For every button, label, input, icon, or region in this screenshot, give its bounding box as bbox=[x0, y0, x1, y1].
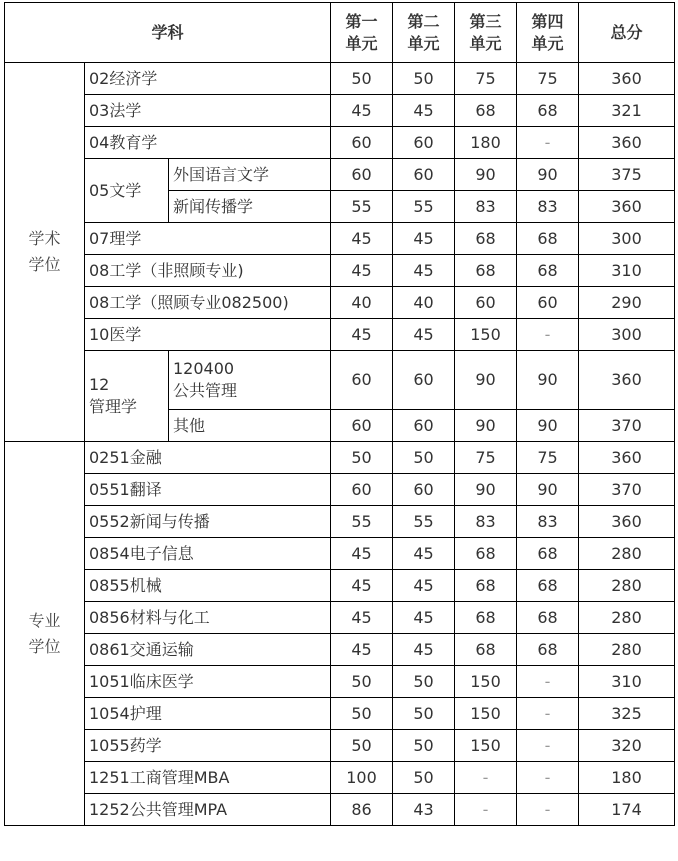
subject-name: 0854电子信息 bbox=[85, 538, 331, 570]
score-total: 370 bbox=[579, 474, 675, 506]
score-u4: - bbox=[517, 762, 579, 794]
score-u1: 60 bbox=[331, 159, 393, 191]
score-total: 310 bbox=[579, 255, 675, 287]
score-total: 360 bbox=[579, 442, 675, 474]
table-row bbox=[5, 698, 675, 730]
score-u3: 150 bbox=[455, 730, 517, 762]
score-u4: - bbox=[517, 319, 579, 351]
score-u3: 83 bbox=[455, 191, 517, 223]
score-u2: 60 bbox=[393, 159, 455, 191]
table-row bbox=[5, 319, 675, 351]
score-u4: - bbox=[517, 698, 579, 730]
score-u4: - bbox=[517, 794, 579, 826]
score-u3: 75 bbox=[455, 63, 517, 95]
score-u1: 45 bbox=[331, 570, 393, 602]
score-u1: 45 bbox=[331, 634, 393, 666]
score-u2: 45 bbox=[393, 255, 455, 287]
header-row bbox=[5, 3, 675, 63]
score-total: 360 bbox=[579, 506, 675, 538]
score-total: 290 bbox=[579, 287, 675, 319]
score-u3: - bbox=[455, 762, 517, 794]
score-total: 180 bbox=[579, 762, 675, 794]
table-row bbox=[5, 538, 675, 570]
subject-name: 07理学 bbox=[85, 223, 331, 255]
header-unit4: 第四 单元 bbox=[517, 3, 579, 63]
score-u3: 150 bbox=[455, 319, 517, 351]
score-u4: 68 bbox=[517, 255, 579, 287]
score-u1: 50 bbox=[331, 666, 393, 698]
score-u1: 45 bbox=[331, 319, 393, 351]
score-table bbox=[4, 2, 675, 826]
score-u2: 45 bbox=[393, 95, 455, 127]
table-row bbox=[5, 634, 675, 666]
score-u4: 68 bbox=[517, 602, 579, 634]
score-u4: - bbox=[517, 127, 579, 159]
score-u2: 45 bbox=[393, 570, 455, 602]
subject-name: 1252公共管理MPA bbox=[85, 794, 331, 826]
group-professional: 专业 学位 bbox=[5, 442, 85, 826]
score-u3: 150 bbox=[455, 666, 517, 698]
table-row bbox=[5, 666, 675, 698]
header-unit2: 第二 单元 bbox=[393, 3, 455, 63]
group-academic: 学术 学位 bbox=[5, 63, 85, 442]
score-u1: 50 bbox=[331, 730, 393, 762]
subject-name: 0251金融 bbox=[85, 442, 331, 474]
score-total: 360 bbox=[579, 127, 675, 159]
score-u3: 68 bbox=[455, 634, 517, 666]
header-unit1: 第一 单元 bbox=[331, 3, 393, 63]
table-row bbox=[5, 127, 675, 159]
score-u2: 50 bbox=[393, 442, 455, 474]
subject-name: 0856材料与化工 bbox=[85, 602, 331, 634]
table-row bbox=[5, 351, 675, 410]
table-row bbox=[5, 474, 675, 506]
score-u4: 90 bbox=[517, 410, 579, 442]
score-u2: 55 bbox=[393, 191, 455, 223]
score-u1: 45 bbox=[331, 538, 393, 570]
score-u3: 68 bbox=[455, 538, 517, 570]
subject-name: 0552新闻与传播 bbox=[85, 506, 331, 538]
subject-name: 0551翻译 bbox=[85, 474, 331, 506]
score-u2: 45 bbox=[393, 634, 455, 666]
table-row bbox=[5, 223, 675, 255]
score-u4: 75 bbox=[517, 63, 579, 95]
header-total: 总分 bbox=[579, 3, 675, 63]
score-total: 320 bbox=[579, 730, 675, 762]
score-total: 174 bbox=[579, 794, 675, 826]
score-total: 300 bbox=[579, 223, 675, 255]
score-u1: 100 bbox=[331, 762, 393, 794]
score-total: 360 bbox=[579, 191, 675, 223]
score-u4: 68 bbox=[517, 634, 579, 666]
score-total: 280 bbox=[579, 602, 675, 634]
table-row bbox=[5, 63, 675, 95]
score-u3: 68 bbox=[455, 95, 517, 127]
score-u4: 68 bbox=[517, 95, 579, 127]
sub-subject-name: 120400 公共管理 bbox=[169, 351, 331, 410]
table-row bbox=[5, 762, 675, 794]
score-total: 280 bbox=[579, 538, 675, 570]
score-u2: 50 bbox=[393, 730, 455, 762]
score-u3: 90 bbox=[455, 474, 517, 506]
score-u2: 40 bbox=[393, 287, 455, 319]
score-u4: 83 bbox=[517, 191, 579, 223]
score-u4: 90 bbox=[517, 351, 579, 410]
subject-name: 04教育学 bbox=[85, 127, 331, 159]
table-row bbox=[5, 506, 675, 538]
score-u1: 86 bbox=[331, 794, 393, 826]
table-row bbox=[5, 95, 675, 127]
score-u1: 50 bbox=[331, 63, 393, 95]
table-row bbox=[5, 602, 675, 634]
table-row bbox=[5, 794, 675, 826]
score-u2: 45 bbox=[393, 602, 455, 634]
score-total: 280 bbox=[579, 634, 675, 666]
score-u3: 83 bbox=[455, 506, 517, 538]
table-row bbox=[5, 159, 675, 191]
score-total: 360 bbox=[579, 63, 675, 95]
header-unit3: 第三 单元 bbox=[455, 3, 517, 63]
score-u4: 90 bbox=[517, 159, 579, 191]
score-total: 375 bbox=[579, 159, 675, 191]
score-u3: 68 bbox=[455, 602, 517, 634]
subject-name: 10医学 bbox=[85, 319, 331, 351]
score-total: 310 bbox=[579, 666, 675, 698]
score-u3: 180 bbox=[455, 127, 517, 159]
table-row bbox=[5, 287, 675, 319]
score-u4: 68 bbox=[517, 538, 579, 570]
subject-name: 1055药学 bbox=[85, 730, 331, 762]
score-u4: 90 bbox=[517, 474, 579, 506]
subject-name: 1051临床医学 bbox=[85, 666, 331, 698]
score-u4: - bbox=[517, 730, 579, 762]
score-u1: 45 bbox=[331, 223, 393, 255]
score-u1: 55 bbox=[331, 506, 393, 538]
table-row bbox=[5, 442, 675, 474]
score-u1: 60 bbox=[331, 410, 393, 442]
score-total: 280 bbox=[579, 570, 675, 602]
score-u3: 90 bbox=[455, 410, 517, 442]
score-total: 300 bbox=[579, 319, 675, 351]
table-row bbox=[5, 570, 675, 602]
score-u2: 60 bbox=[393, 410, 455, 442]
subject-name: 08工学（非照顾专业) bbox=[85, 255, 331, 287]
score-u4: 83 bbox=[517, 506, 579, 538]
score-u2: 50 bbox=[393, 666, 455, 698]
score-u4: 60 bbox=[517, 287, 579, 319]
subject-name: 0861交通运输 bbox=[85, 634, 331, 666]
score-total: 321 bbox=[579, 95, 675, 127]
score-u3: 60 bbox=[455, 287, 517, 319]
score-u4: 68 bbox=[517, 223, 579, 255]
score-u3: 90 bbox=[455, 351, 517, 410]
score-total: 360 bbox=[579, 351, 675, 410]
score-u1: 40 bbox=[331, 287, 393, 319]
header-subject: 学科 bbox=[5, 3, 331, 63]
score-total: 370 bbox=[579, 410, 675, 442]
score-u1: 60 bbox=[331, 351, 393, 410]
score-u2: 45 bbox=[393, 223, 455, 255]
score-u1: 55 bbox=[331, 191, 393, 223]
subject-name: 1054护理 bbox=[85, 698, 331, 730]
score-u1: 45 bbox=[331, 255, 393, 287]
subject-name: 02经济学 bbox=[85, 63, 331, 95]
subject-name: 05文学 bbox=[85, 159, 169, 223]
sub-subject-name: 外国语言文学 bbox=[169, 159, 331, 191]
score-u3: 68 bbox=[455, 570, 517, 602]
score-u1: 45 bbox=[331, 95, 393, 127]
score-u1: 60 bbox=[331, 474, 393, 506]
score-u2: 43 bbox=[393, 794, 455, 826]
score-u3: 75 bbox=[455, 442, 517, 474]
score-u2: 55 bbox=[393, 506, 455, 538]
score-u2: 50 bbox=[393, 63, 455, 95]
sub-subject-name: 新闻传播学 bbox=[169, 191, 331, 223]
score-u2: 60 bbox=[393, 127, 455, 159]
score-u2: 45 bbox=[393, 319, 455, 351]
score-u3: - bbox=[455, 794, 517, 826]
subject-name: 08工学（照顾专业082500) bbox=[85, 287, 331, 319]
subject-name: 0855机械 bbox=[85, 570, 331, 602]
score-u1: 50 bbox=[331, 698, 393, 730]
subject-name: 12 管理学 bbox=[85, 351, 169, 442]
sub-subject-name: 其他 bbox=[169, 410, 331, 442]
score-u3: 90 bbox=[455, 159, 517, 191]
subject-name: 1251工商管理MBA bbox=[85, 762, 331, 794]
score-u3: 68 bbox=[455, 255, 517, 287]
score-u1: 60 bbox=[331, 127, 393, 159]
score-u3: 68 bbox=[455, 223, 517, 255]
score-u2: 50 bbox=[393, 762, 455, 794]
score-u4: - bbox=[517, 666, 579, 698]
score-u1: 45 bbox=[331, 602, 393, 634]
score-u2: 45 bbox=[393, 538, 455, 570]
table-row bbox=[5, 730, 675, 762]
score-u2: 60 bbox=[393, 474, 455, 506]
score-u3: 150 bbox=[455, 698, 517, 730]
score-total: 325 bbox=[579, 698, 675, 730]
score-u2: 50 bbox=[393, 698, 455, 730]
score-u1: 50 bbox=[331, 442, 393, 474]
score-u4: 75 bbox=[517, 442, 579, 474]
score-u2: 60 bbox=[393, 351, 455, 410]
subject-name: 03法学 bbox=[85, 95, 331, 127]
score-u4: 68 bbox=[517, 570, 579, 602]
table-row bbox=[5, 255, 675, 287]
